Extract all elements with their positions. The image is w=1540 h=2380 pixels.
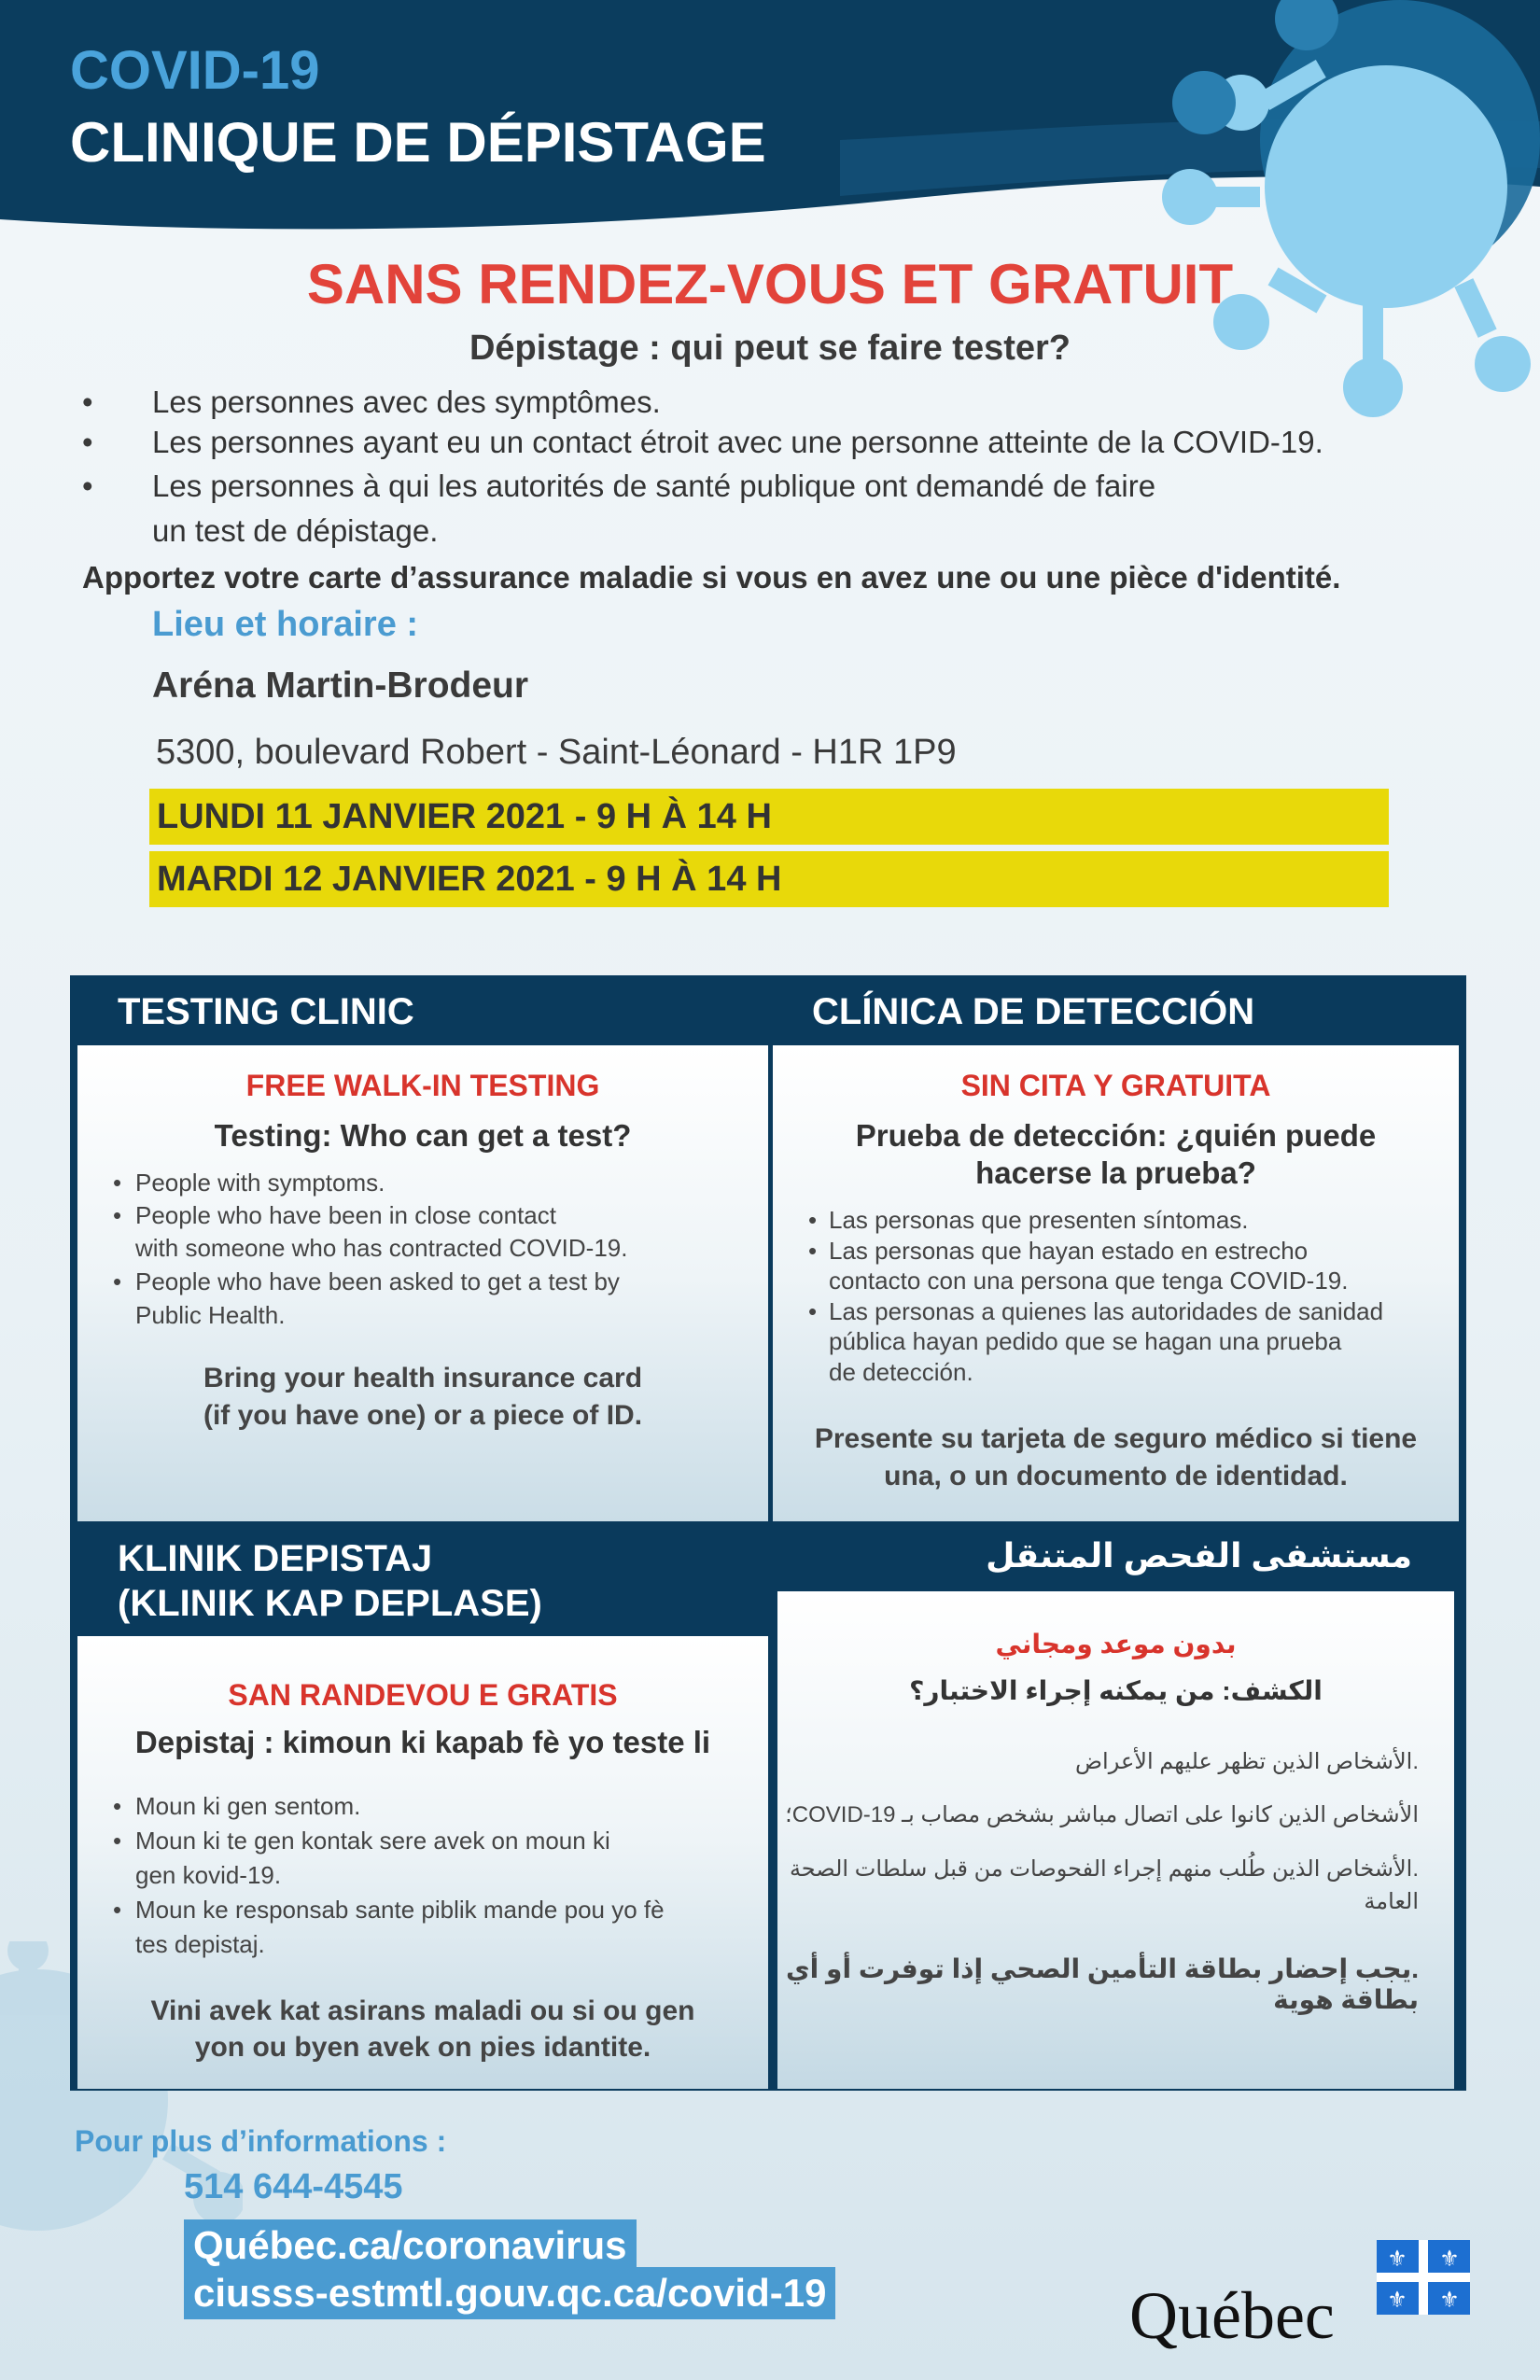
intro-bullet: Les personnes ayant eu un contact étroit avec une personne atteinte de la COVID-19. <box>152 425 1323 459</box>
spanish-question: Prueba de detección: ¿quién puede <box>855 1118 1377 1153</box>
bullet-dot: • <box>82 425 93 459</box>
arabic-bullet: .الأشخاص الذين طُلب منهم إجراء الفحوصات من قبل سلطات الصحة العامة <box>789 1856 1419 1914</box>
english-bullet-continued: Public Health. <box>135 1301 286 1329</box>
english-bullet: People with symptoms. <box>135 1169 385 1197</box>
svg-text:⚜: ⚜ <box>1439 2288 1460 2313</box>
ciusss-covid-link[interactable]: ciusss-estmtl.gouv.qc.ca/covid-19 <box>184 2267 835 2319</box>
spanish-bullet-continued: de detección. <box>829 1358 973 1386</box>
header-subtitle: COVID-19 <box>70 40 320 101</box>
spanish-panel <box>773 1045 1459 1563</box>
spanish-heading-bar <box>773 978 1463 1045</box>
intro-bullet: Les personnes à qui les autorités de santé publique ont demandé de faire <box>152 469 1156 503</box>
svg-text:⚜: ⚜ <box>1387 2247 1407 2272</box>
arabic-heading: مستشفى الفحص المتنقل <box>986 1536 1412 1575</box>
bullet-dot: • <box>808 1237 818 1265</box>
multilingual-grid <box>70 975 1466 2091</box>
arabic-red-title: بدون موعد ومجاني <box>995 1630 1237 1659</box>
date-highlight: LUNDI 11 JANVIER 2021 - 9 H À 14 H <box>149 789 1389 845</box>
english-bring-line: Bring your health insurance card <box>203 1363 643 1393</box>
svg-text:⚜: ⚜ <box>1387 2288 1407 2313</box>
walk-in-headline: SANS RENDEZ-VOUS ET GRATUIT <box>306 253 1234 315</box>
arabic-panel <box>777 1591 1454 2089</box>
quebec-logo-wordmark: Québec <box>1129 2278 1335 2353</box>
creole-panel <box>77 1636 768 2089</box>
english-heading: TESTING CLINIC <box>118 991 414 1032</box>
arabic-bring: .يجب إحضار بطاقة التأمين الصحي إذا توفرت أو أي بطاقة هوية <box>786 1954 1419 2014</box>
phone-number[interactable]: 514 644-4545 <box>184 2167 403 2206</box>
venue-address: 5300, boulevard Robert - Saint-Léonard - H1R 1P9 <box>156 733 957 772</box>
spanish-red-title: SIN CITA Y GRATUITA <box>960 1069 1271 1102</box>
arabic-bullet: .الأشخاص الذين تظهر عليهم الأعراض <box>1075 1749 1419 1774</box>
spanish-bullet-continued: contacto con una persona que tenga COVID-19. <box>829 1267 1349 1295</box>
spanish-bullet: Las personas a quienes las autoridades de sanidad <box>829 1297 1384 1325</box>
intro-bullet: Les personnes avec des symptômes. <box>152 385 661 419</box>
screening-question: Dépistage : qui peut se faire tester? <box>469 329 1071 368</box>
creole-question: Depistaj : kimoun ki kapab fè yo teste li <box>134 1725 711 1759</box>
english-bullet: People who have been in close contact <box>135 1201 556 1229</box>
english-question: Testing: Who can get a test? <box>214 1118 632 1153</box>
arabic-question: الكشف: من يمكنه إجراء الاختبار؟ <box>909 1676 1323 1705</box>
spanish-bullet-continued: pública hayan pedido que se hagan una prueba <box>829 1327 1342 1355</box>
bullet-dot: • <box>113 1267 122 1295</box>
spanish-heading: CLÍNICA DE DETECCIÓN <box>812 991 1255 1032</box>
venue-name: Aréna Martin-Brodeur <box>152 665 529 706</box>
spanish-bullet: Las personas que presenten síntomas. <box>829 1206 1249 1234</box>
creole-bullet: Moun ki te gen kontak sere avek on moun ki <box>135 1827 610 1855</box>
english-bullet: People who have been asked to get a test by <box>135 1267 620 1295</box>
english-panel <box>77 1045 768 1563</box>
date-highlight: MARDI 12 JANVIER 2021 - 9 H À 14 H <box>149 851 1389 907</box>
bullet-dot: • <box>113 1201 122 1229</box>
creole-bullet: Moun ki gen sentom. <box>135 1792 361 1820</box>
svg-text:⚜: ⚜ <box>1439 2247 1460 2272</box>
bullet-dot: • <box>113 1896 122 1924</box>
more-info-label: Pour plus d’informations : <box>75 2124 447 2158</box>
spanish-bring-line: una, o un documento de identidad. <box>884 1461 1348 1491</box>
quebec-coronavirus-link[interactable]: Québec.ca/coronavirus <box>184 2219 637 2272</box>
intro-bullet-continued: un test de dépistage. <box>152 513 439 548</box>
english-bullet-continued: with someone who has contracted COVID-19. <box>135 1234 628 1262</box>
creole-bring-line: Vini avek kat asirans maladi ou si ou gen <box>150 1995 695 2026</box>
english-bring-line: (if you have one) or a piece of ID. <box>203 1400 643 1431</box>
creole-red-title: SAN RANDEVOU E GRATIS <box>228 1678 618 1712</box>
location-label: Lieu et horaire : <box>152 605 419 644</box>
creole-bullet: Moun ke responsab sante piblik mande pou yo fè <box>135 1896 665 1924</box>
english-heading-bar <box>73 978 768 1045</box>
english-red-title: FREE WALK-IN TESTING <box>245 1069 600 1102</box>
creole-bullet-continued: tes depistaj. <box>135 1930 265 1958</box>
creole-heading: (KLINIK KAP DEPLASE) <box>118 1583 542 1624</box>
spanish-question: hacerse la prueba? <box>975 1155 1256 1190</box>
bullet-dot: • <box>113 1827 122 1855</box>
bring-id-notice: Apportez votre carte d’assurance maladie si vous en avez une ou une pièce d'identité. <box>82 560 1341 595</box>
creole-heading: KLINIK DEPISTAJ <box>118 1538 433 1579</box>
creole-heading-bar <box>73 1521 768 1636</box>
creole-bring-line: yon ou byen avek on pies idantite. <box>194 2032 651 2063</box>
header-title: CLINIQUE DE DÉPISTAGE <box>70 111 766 174</box>
bullet-dot: • <box>113 1792 122 1820</box>
arabic-bullet: الأشخاص الذين كانوا على اتصال مباشر بشخص مصاب بـ COVID-19؛ <box>785 1802 1419 1827</box>
spanish-bring-line: Presente su tarjeta de seguro médico si tiene <box>814 1423 1418 1454</box>
quebec-flag-icon <box>1377 2240 1470 2315</box>
spanish-bullet: Las personas que hayan estado en estrecho <box>829 1237 1309 1265</box>
bullet-dot: • <box>808 1297 818 1325</box>
bullet-dot: • <box>82 385 93 419</box>
bullet-dot: • <box>808 1206 818 1234</box>
arabic-heading-bar <box>773 1521 1463 1591</box>
bullet-dot: • <box>82 469 93 503</box>
bullet-dot: • <box>113 1169 122 1197</box>
creole-bullet-continued: gen kovid-19. <box>135 1861 282 1889</box>
